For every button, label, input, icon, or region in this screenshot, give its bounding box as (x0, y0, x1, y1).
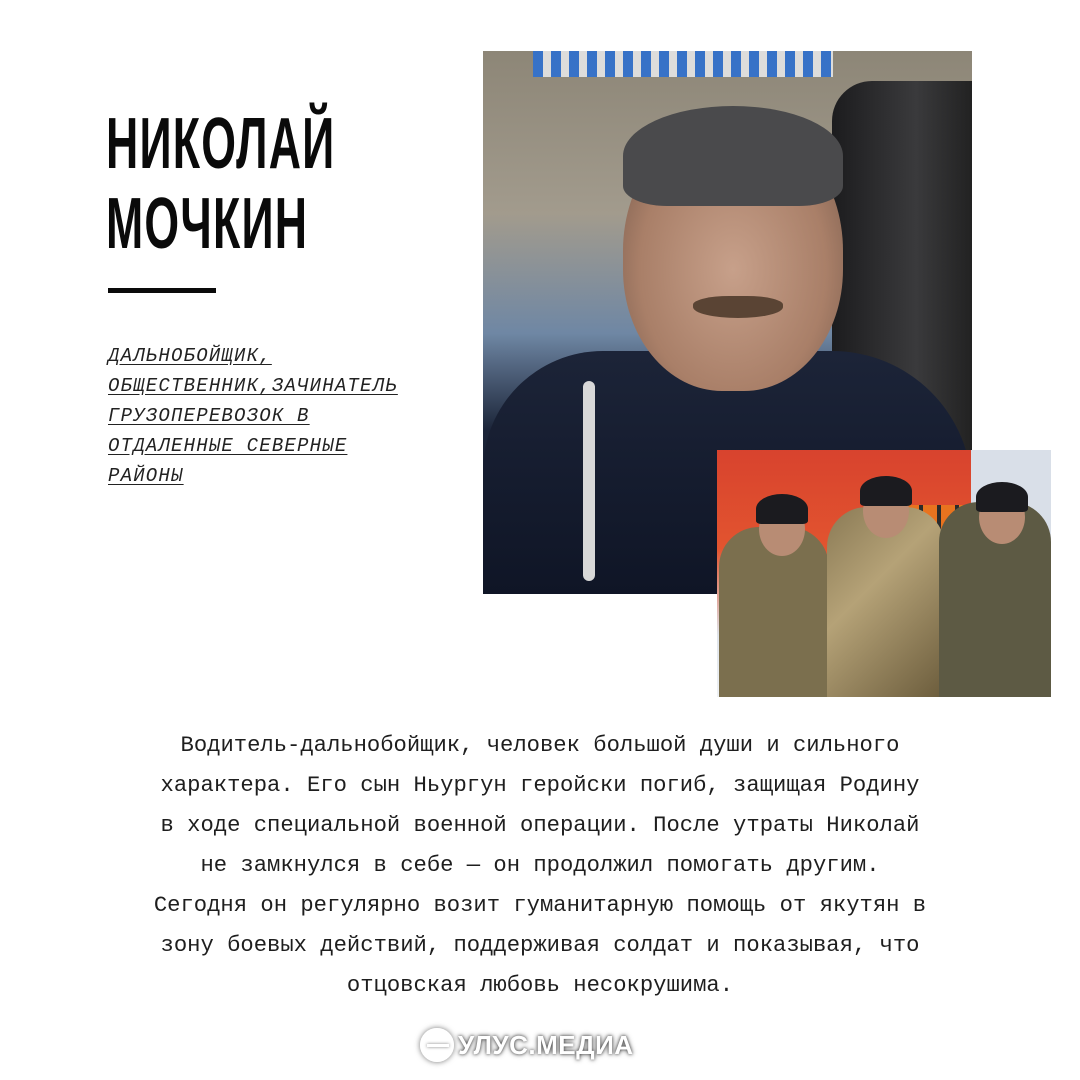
title-divider (108, 288, 216, 293)
biography-paragraph (40, 726, 1040, 1006)
photo-detail-tassels (533, 51, 833, 77)
logo-text: УЛУС.МЕДИА (458, 1029, 634, 1060)
name-second-line: МОЧКИН (106, 184, 309, 264)
roles-line: ГРУЗОПЕРЕВОЗОК В (108, 405, 310, 427)
biography-line: в ходе специальной военной операции. После утраты Николай (160, 813, 920, 838)
photo-detail-hat (860, 476, 912, 506)
biography-line: зону боевых действий, поддерживая солдат и показывая, что (160, 933, 920, 958)
photo-detail-hair (623, 106, 843, 206)
roles-line: ОТДАЛЕННЫЕ СЕВЕРНЫЕ (108, 435, 348, 457)
roles-line: ОБЩЕСТВЕННИК,ЗАЧИНАТЕЛЬ (108, 375, 398, 397)
photo-detail-mustache (693, 296, 783, 318)
photo-detail-hat (756, 494, 808, 524)
roles-line: ДАЛЬНОБОЙЩИК, (108, 345, 272, 367)
biography-line: не замкнулся в себе — он продолжил помогать другим. (200, 853, 880, 878)
ulus-media-logo (420, 1025, 634, 1065)
globe-logo-icon (420, 1028, 454, 1062)
person-name-heading (106, 104, 336, 264)
photo-detail-hat (976, 482, 1028, 512)
biography-line: Водитель-дальнобойщик, человек большой души и сильного (180, 733, 900, 758)
photo-detail-cord (583, 381, 595, 581)
biography-line: отцовская любовь несокрушима. (346, 973, 734, 998)
group-photo (717, 450, 1051, 697)
name-first-line: НИКОЛАЙ (106, 104, 336, 184)
biography-line: характера. Его сын Ньургун геройски погиб, защищая Родину (160, 773, 920, 798)
roles-line: РАЙОНЫ (108, 465, 184, 487)
biography-line: Сегодня он регулярно возит гуманитарную помощь от якутян в (153, 893, 927, 918)
roles-subtitle (108, 341, 488, 491)
